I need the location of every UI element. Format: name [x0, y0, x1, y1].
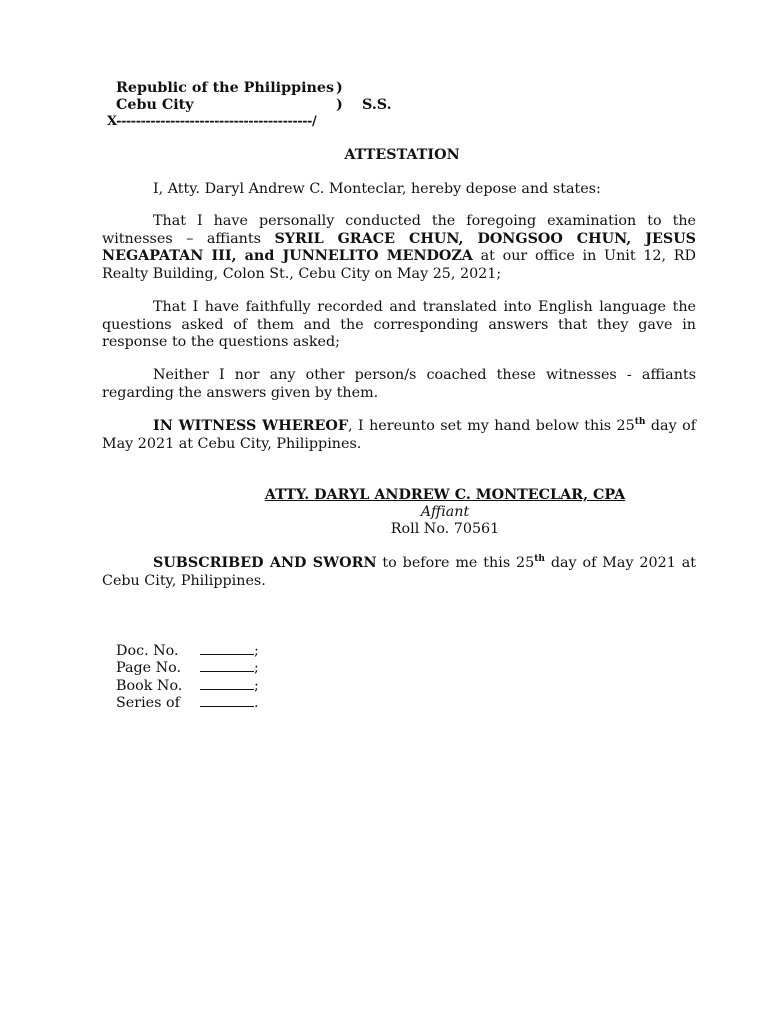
paragraph-witness-whereof: [102, 418, 696, 453]
signatory-roll-number: Roll No. 70561: [390, 521, 500, 537]
venue-rule: X----------------------------------------/: [107, 114, 317, 129]
witness-whereof-lead: IN WITNESS WHEREOF: [153, 418, 349, 434]
paragraph-examination: [102, 213, 696, 283]
register-label: Doc. No.: [116, 643, 179, 659]
register-end: ;: [254, 643, 259, 659]
register-end: ;: [254, 678, 259, 694]
affiant-names: SYRIL GRACE CHUN, DONGSOO CHUN, JESUS NEGAPATAN III, and JUNNELITO MENDOZA: [102, 230, 696, 264]
register-label: Series of: [116, 695, 180, 711]
witness-whereof-sup: th: [634, 417, 646, 428]
jurat-text-a: to before me this 25: [376, 555, 535, 571]
register-label: Book No.: [116, 678, 183, 694]
venue-ss: S.S.: [362, 97, 392, 113]
witness-whereof-text-b: day of May 2021 at Cebu City, Philippines.: [102, 418, 696, 452]
venue-country: Republic of the Philippines: [116, 80, 335, 96]
register-blank: [200, 676, 254, 690]
venue-paren-2: ): [336, 97, 343, 113]
register-row-series: [116, 693, 259, 712]
paragraph-examination-text-b: at our office in Unit 12, RD Realty Building, Colon St., Cebu City on May 25, 2021;: [102, 248, 697, 282]
jurat-paragraph: [102, 555, 696, 590]
document-title: ATTESTATION: [344, 147, 460, 163]
jurat-text-b: day of May 2021 at Cebu City, Philippines.: [102, 555, 696, 589]
register-end: .: [254, 695, 259, 711]
register-label: Page No.: [116, 660, 182, 676]
register-row-page: [116, 658, 259, 677]
signatory-role: Affiant: [420, 504, 470, 520]
register-end: ;: [254, 660, 259, 676]
paragraph-no-coaching: Neither I nor any other person/s coached these witnesses - affiants regarding the answers given by them.: [102, 367, 696, 401]
register-blank: [200, 641, 254, 655]
paragraph-translation: That I have faithfully recorded and translated into English language the questions asked of them and the corresponding answers that they gave in response to the questions asked;: [102, 299, 696, 350]
jurat-sup: th: [534, 554, 545, 565]
intro-paragraph: I, Atty. Daryl Andrew C. Monteclar, hereby depose and states:: [153, 181, 601, 197]
signatory-name: ATTY. DARYL ANDREW C. MONTECLAR, CPA: [264, 487, 626, 503]
paragraph-examination-text-a: That I have personally conducted the foregoing examination to the witnesses – affiants: [102, 213, 696, 247]
jurat-lead: SUBSCRIBED AND SWORN: [153, 555, 377, 571]
register-blank: [200, 693, 254, 707]
venue-city: Cebu City: [116, 97, 194, 113]
register-blank: [200, 658, 254, 672]
witness-whereof-text-a: , I hereunto set my hand below this 25: [348, 418, 635, 434]
venue-paren-1: ): [336, 80, 343, 96]
